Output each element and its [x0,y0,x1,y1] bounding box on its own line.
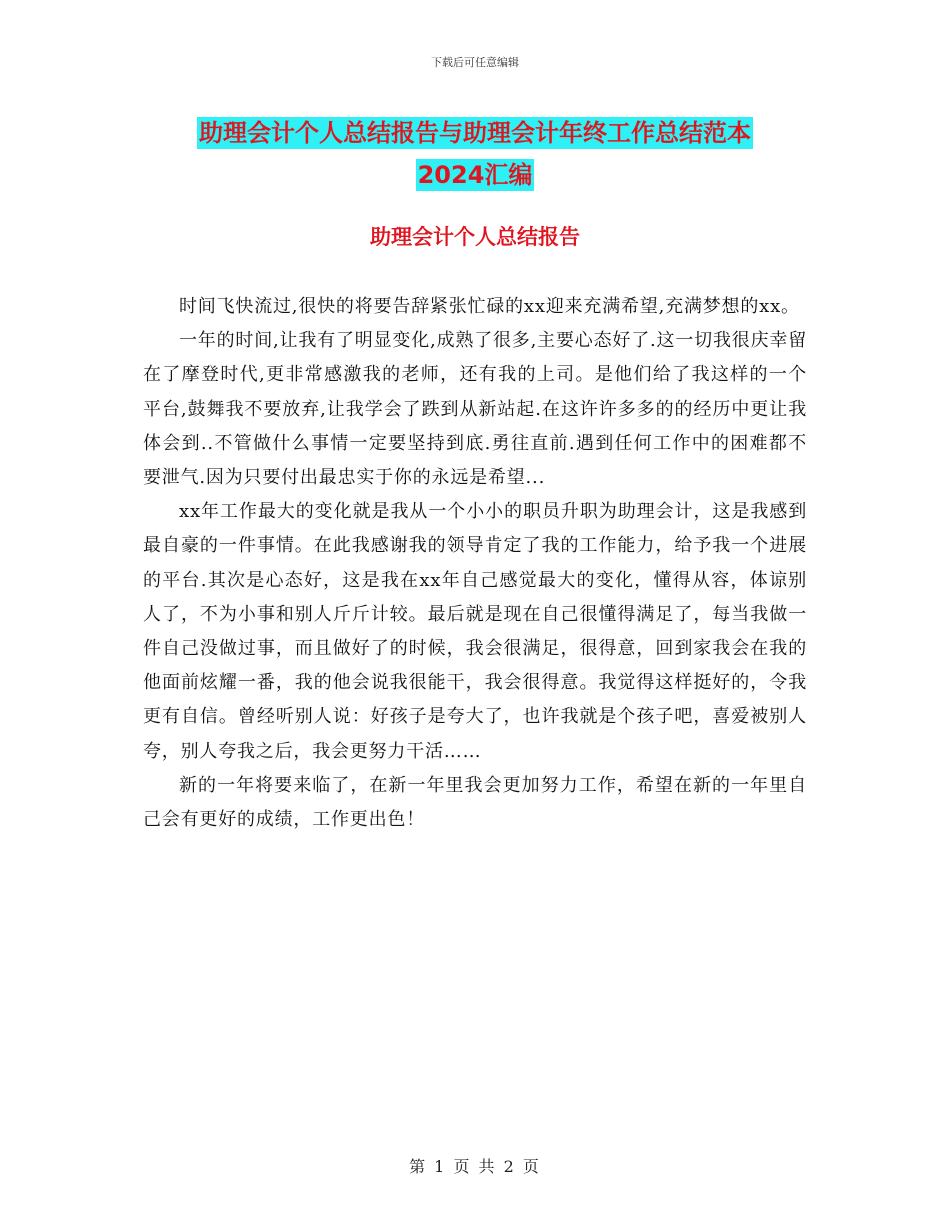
paragraph: xx年工作最大的变化就是我从一个小小的职员升职为助理会计，这是我感到最自豪的一件事情。在此我感谢我的领导肯定了我的工作能力，给予我一个进展的平台.其次是心态好，这是我在xx年自己感觉最大的变化，懂得从容，体谅别人了，不为小事和别人斤斤计较。最后就是现在自己很懂得满足了，每当我做一件自己没做过事，而且做好了的时候，我会很满足，很得意，回到家我会在我的他面前炫耀一番，我的他会说我很能干，我会很得意。我觉得这样挺好的，令我更有自信。曾经听别人说：好孩子是夸大了，也许我就是个孩子吧，喜爱被别人夸，别人夸我之后，我会更努力干活…… [143,501,807,762]
document-title-line-2: 2024汇编 [417,161,533,189]
page-number: 第 1 页 共 2 页 [409,1157,541,1176]
document-title [145,112,805,196]
paragraph: 一年的时间,让我有了明显变化,成熟了很多,主要心态好了.这一切我很庆幸留在了摩登时代,更非常感激我的老师，还有我的上司。是他们给了我这样的一个平台,鼓舞我不要放弃,让我学会了跌到从新站起.在这许许多多的的经历中更让我体会到..不管做什么事情一定要坚持到底.勇往直前.遇到任何工作中的困难都不要泄气.因为只要付出最忠实于你的永远是希望... [143,330,807,489]
section-title: 助理会计个人总结报告 [370,225,580,249]
header-note: 下载后可任意编辑 [431,56,519,69]
paragraph: 新的一年将要来临了，在新一年里我会更加努力工作，希望在新的一年里自己会有更好的成绩，工作更出色！ [143,774,807,831]
document-body [143,290,807,837]
document-title-line-1: 助理会计个人总结报告与助理会计年终工作总结范本 [199,119,751,147]
paragraph: 时间飞快流过,很快的将要告辞紧张忙碌的xx迎来充满希望,充满梦想的xx。 [179,296,800,317]
